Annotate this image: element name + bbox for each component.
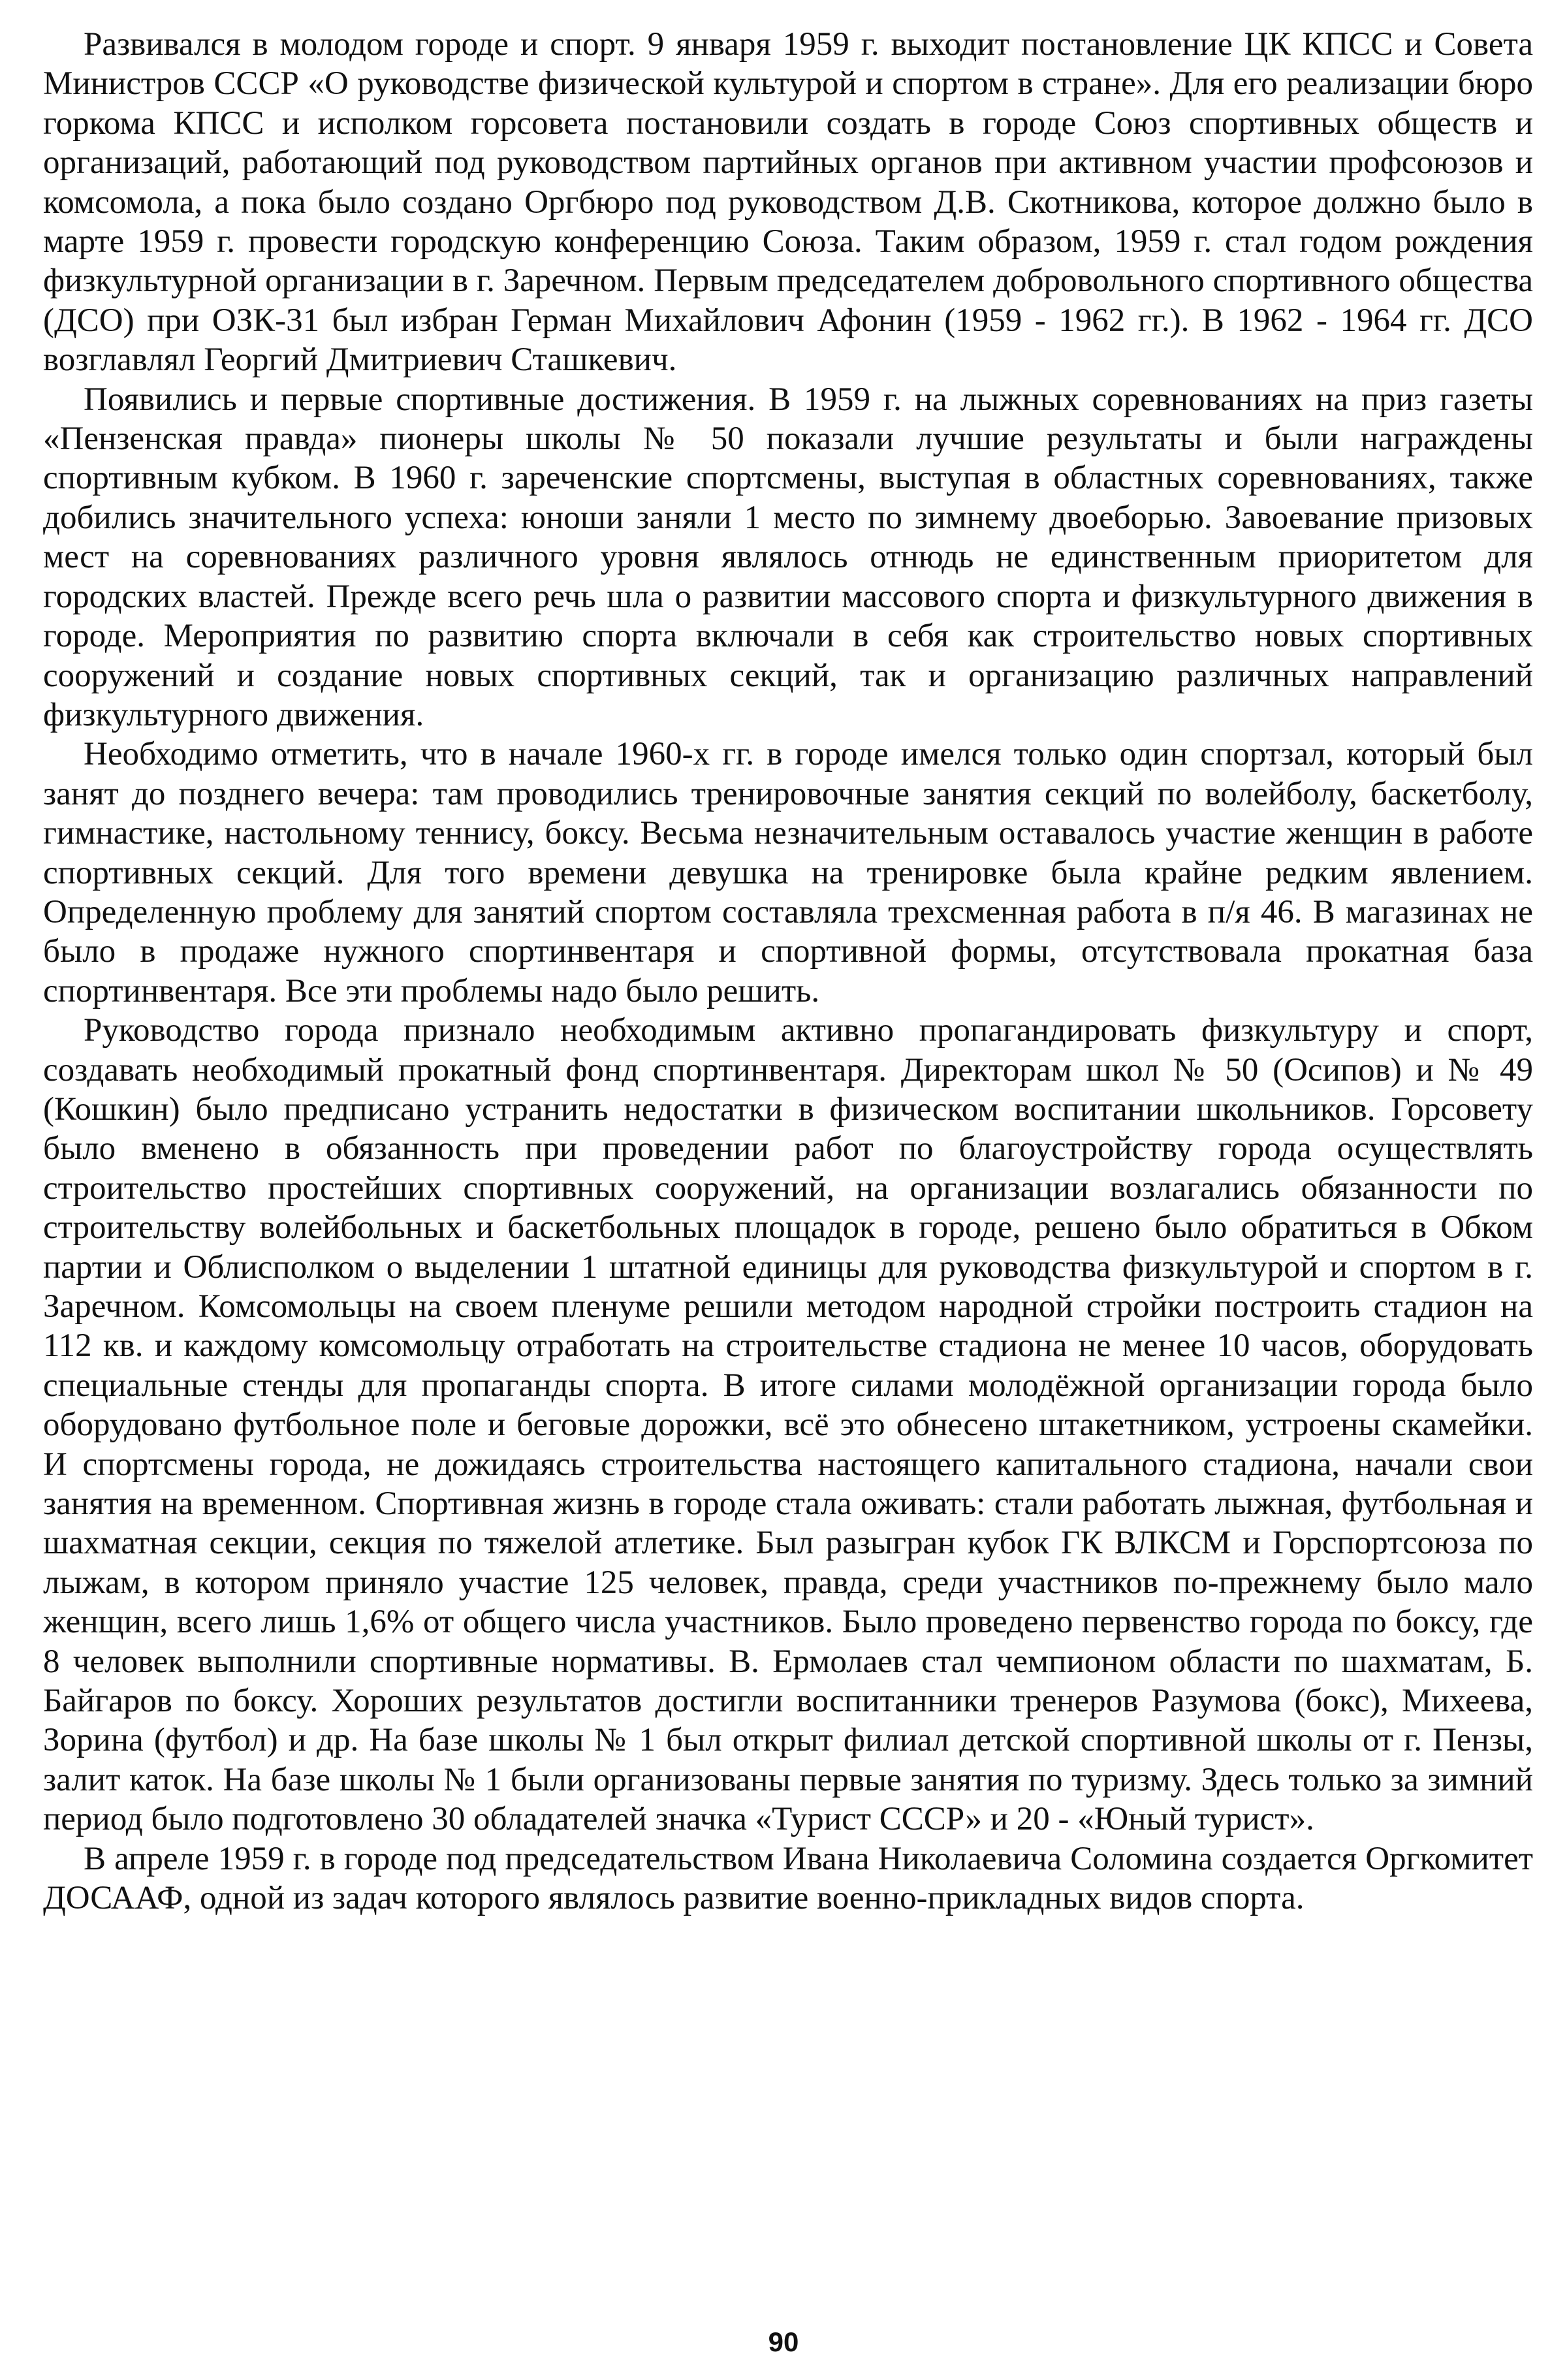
page-number: 90	[768, 2326, 799, 2357]
paragraph-sport-organization: Развивался в молодом городе и спорт. 9 января 1959 г. выходит постановление ЦК КПСС и Совета Министров СССР «О руководстве физической культурой и спортом в стране». Для его реализации бюро горкома КПСС и исполком горсовета постановили создать в городе Союз спортивных обществ и организаций, работающий под руководством партийных органов при активном участии профсоюзов и комсомола, а пока было создано Оргбюро под руководством Д.В. Скотникова, которое должно было в марте 1959 г. провести городскую конференцию Союза. Таким образом, 1959 г. стал годом рождения физкультурной организации в г. Заречном. Первым председателем добровольного спортивного общества (ДСО) при ОЗК-31 был избран Герман Михайлович Афонин (1959 - 1962 гг.). В 1962 - 1964 гг. ДСО возглавлял Георгий Дмитриевич Сташкевич.	[43, 26, 1533, 379]
paragraph-first-achievements: Появились и первые спортивные достижения. В 1959 г. на лыжных соревнованиях на приз газеты «Пензенская правда» пионеры школы № 50 показали лучшие результаты и были награждены спортивным кубком. В 1960 г. зареченские спортсмены, выступая в областных соревнованиях, также добились значительного успеха: юноши заняли 1 место по зимнему двоеборью. Завоевание призовых мест на соревнованиях различного уровня являлось отнюдь не единственным приоритетом для городских властей. Прежде всего речь шла о развитии массового спорта и физкультурного движения в городе. Мероприятия по развитию спорта включали в себя как строительство новых спортивных сооружений и создание новых спортивных секций, так и организацию различных направлений физкультурного движения.	[43, 381, 1533, 733]
body-text	[43, 25, 1533, 1918]
paragraph-city-leadership: Руководство города признало необходимым активно пропагандировать физкультуру и спорт, создавать необходимый прокатный фонд спортинвентаря. Директорам школ № 50 (Осипов) и № 49 (Кошкин) было предписано устранить недостатки в физическом воспитании школьников. Горсовету было вменено в обязанность при проведении работ по благоустройству города осуществлять строительство простейших спортивных сооружений, на организации возлагались обязанности по строительству волейбольных и баскетбольных площадок в городе, решено было обратиться в Обком партии и Облисполком о выделении 1 штатной единицы для руководства физкультурой и спортом в г. Заречном. Комсомольцы на своем пленуме решили методом народной стройки построить стадион на 112 кв. и каждому комсомольцу отработать на строительстве стадиона не менее 10 часов, оборудовать специальные стенды для пропаганды спорта. В итоге силами молодёжной организации города было оборудовано футбольное поле и беговые дорожки, всё это обнесено штакетником, устроены скамейки. И спортсмены города, не дожидаясь строительства настоящего капитального стадиона, начали свои занятия на временном. Спортивная жизнь в городе стала оживать: стали работать лыжная, футбольная и шахматная секции, секция по тяжелой атлетике. Был разыгран кубок ГК ВЛКСМ и Горспортсоюза по лыжам, в котором приняло участие 125 человек, правда, среди участников по-прежнему было мало женщин, всего лишь 1,6% от общего числа участников. Было проведено первенство города по боксу, где 8 человек выполнили спортивные нормативы. В. Ермолаев стал чемпионом области по шахматам, Б. Байгаров по боксу. Хороших результатов достигли воспитанники тренеров Разумова (бокс), Михеева, Зорина (футбол) и др. На базе школы № 1 был открыт филиал детской спортивной школы от г. Пензы, залит каток. На базе школы № 1 были организованы первые занятия по туризму. Здесь только за зимний период было подготовлено 30 обладателей значка «Турист СССР» и 20 - «Юный турист».	[43, 1012, 1533, 1838]
paragraph-gym-problems: Необходимо отметить, что в начале 1960-х гг. в городе имелся только один спортзал, который был занят до позднего вечера: там проводились тренировочные занятия секций по волейболу, баскетболу, гимнастике, настольному теннису, боксу. Весьма незначительным оставалось участие женщин в работе спортивных секций. Для того времени девушка на тренировке была крайне редким явлением. Определенную проблему для занятий спортом составляла трехсменная работа в п/я 46. В магазинах не было в продаже нужного спортинвентаря и спортивной формы, отсутствовала прокатная база спортинвентаря. Все эти проблемы надо было решить.	[43, 736, 1533, 1009]
paragraph-dosaaf: В апреле 1959 г. в городе под председательством Ивана Николаевича Соломина создается Оргкомитет ДОСААФ, одной из задач которого являлось развитие военно-прикладных видов спорта.	[43, 1840, 1533, 1917]
